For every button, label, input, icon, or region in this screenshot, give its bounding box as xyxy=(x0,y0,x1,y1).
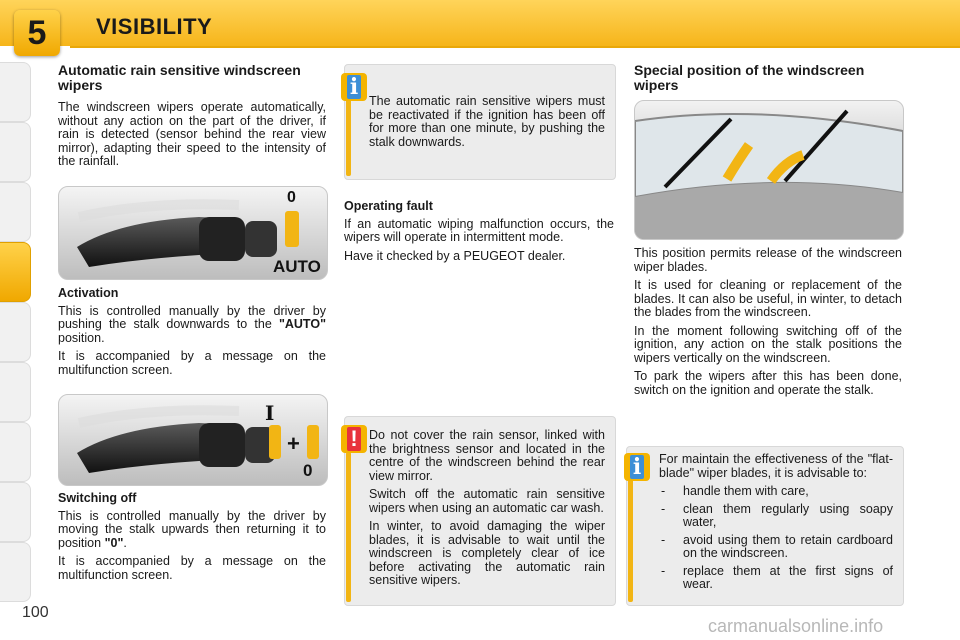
activation-paragraph: This is controlled manually by the driver by pushing the stalk downwards to the "AUTO" position. xyxy=(58,303,326,345)
page-title: VISIBILITY xyxy=(96,14,213,39)
warning-icon: ! xyxy=(341,425,367,453)
switching-off-heading: Switching off xyxy=(58,491,137,505)
header-divider xyxy=(70,46,960,48)
windscreen-icon xyxy=(635,101,903,239)
left-column xyxy=(58,63,326,174)
special-position-text xyxy=(634,247,902,402)
warning-note xyxy=(344,416,616,606)
list-item: - handle them with care, xyxy=(659,485,893,499)
info-note-maintenance xyxy=(626,446,904,606)
list-item: - avoid using them to retain cardboard on the windscreen. xyxy=(659,534,893,561)
switching-off-paragraph: This is controlled manually by the driver by moving the stalk upwards then returning it to position "0". xyxy=(58,508,326,550)
side-tab-9[interactable] xyxy=(0,542,31,602)
section-heading-special-position: Special position of the windscreen wipers xyxy=(634,62,865,93)
side-tab-5[interactable] xyxy=(0,302,31,362)
chapter-badge: 5 xyxy=(14,10,60,56)
watermark: carmanualsonline.info xyxy=(708,616,884,636)
side-tab-6[interactable] xyxy=(0,362,31,422)
special-position-paragraph-1: This position permits release of the windscreen wiper blades. xyxy=(634,246,902,274)
operating-fault-paragraph: If an automatic wiping malfunction occurs, the wipers will operate in intermittent mode. xyxy=(344,216,614,244)
side-tab-1[interactable] xyxy=(0,62,31,122)
maintenance-list xyxy=(659,485,893,592)
intro-paragraph: The windscreen wipers operate automatically, without any action on the part of the driver, if rain is detected (sensor behind the rear view mirror), adapting their speed to the intensity of the rainfall. xyxy=(58,100,326,168)
note-accent-stripe xyxy=(628,476,633,602)
special-position-paragraph-4: To park the wipers after this has been done, switch on the ignition and operate the stalk. xyxy=(634,369,902,397)
windscreen-wipers-illustration xyxy=(634,100,904,240)
special-position-paragraph-3: In the moment following switching off of the ignition, any action on the stalk positions the wipers vertically on the windscreen. xyxy=(634,323,902,365)
arrow-down-icon xyxy=(285,211,299,247)
note-accent-stripe xyxy=(346,92,351,176)
dealer-check-paragraph: Have it checked by a PEUGEOT dealer. xyxy=(344,248,566,263)
special-position-paragraph-2: It is used for cleaning or replacement of the blades. It can also be useful, in winter, to detach the blades from the windscreen. xyxy=(634,278,902,319)
right-column-heading-block xyxy=(634,63,902,101)
arrow-down-icon xyxy=(307,425,319,459)
side-tab-2[interactable] xyxy=(0,122,31,182)
info-note-reactivation xyxy=(344,64,616,180)
info-note-text: The automatic rain sensitive wipers must be reactivated if the ignition has been off for more than one minute, by pushing the stalk downwards. xyxy=(369,94,605,149)
position-one-label: I xyxy=(265,401,275,425)
list-item: - replace them at the first signs of wear. xyxy=(659,565,893,592)
side-tab-8[interactable] xyxy=(0,482,31,542)
info-icon: i xyxy=(341,73,367,101)
warning-text-1: Do not cover the rain sensor, linked with the brightness sensor and located in the centre of the windscreen behind the rear view mirror. xyxy=(369,428,605,483)
switching-off-message-paragraph: It is accompanied by a message on the multifunction screen. xyxy=(58,554,326,582)
list-item: - clean them regularly using soapy water, xyxy=(659,503,893,530)
activation-section xyxy=(58,287,326,382)
warning-text-2: Switch off the automatic rain sensitive wipers when using an automatic car wash. xyxy=(369,487,605,515)
arrow-up-icon xyxy=(269,425,281,459)
side-tab-active[interactable] xyxy=(0,242,31,302)
info-icon: i xyxy=(624,453,650,481)
side-tab-3[interactable] xyxy=(0,182,31,242)
zero-position-label: 0 xyxy=(287,189,296,206)
auto-label: AUTO xyxy=(273,257,321,276)
position-zero-label: 0 xyxy=(303,461,313,480)
operating-fault-heading: Operating fault xyxy=(344,199,433,213)
plus-icon: + xyxy=(287,431,300,456)
stalk-auto-illustration xyxy=(58,186,328,280)
warning-text-3: In winter, to avoid damaging the wiper blades, it is advisable to wait until the windscreen is completely clear of ice before activating the automatic rain sensitive wipers. xyxy=(369,519,605,587)
switching-off-section xyxy=(58,492,326,587)
operating-fault-section xyxy=(344,200,614,268)
page-number: 100 xyxy=(22,604,49,621)
note-accent-stripe xyxy=(346,452,351,602)
side-tab-7[interactable] xyxy=(0,422,31,482)
section-heading-rain-sensor: Automatic rain sensitive windscreen wipers xyxy=(58,62,301,93)
activation-heading: Activation xyxy=(58,286,119,300)
stalk-off-illustration xyxy=(58,394,328,486)
maintenance-intro: For maintain the effectiveness of the "flat-blade" wiper blades, it is advisable to: xyxy=(659,452,893,480)
activation-message-paragraph: It is accompanied by a message on the multifunction screen. xyxy=(58,349,326,377)
